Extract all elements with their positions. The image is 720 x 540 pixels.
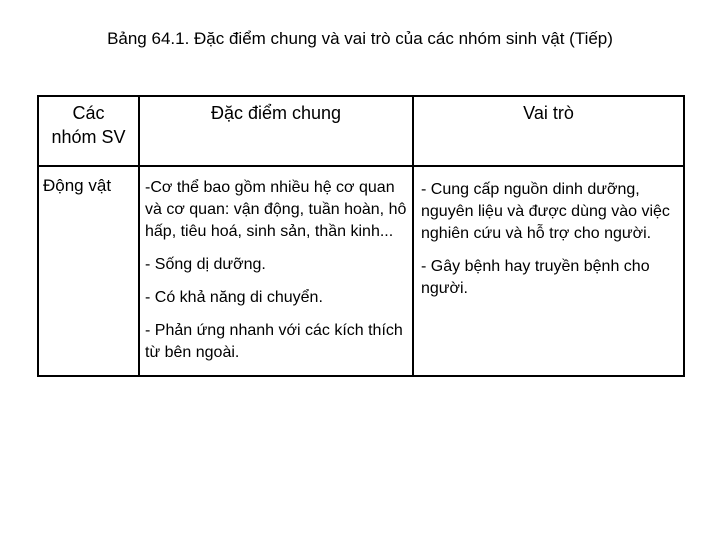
feature-item: - Sống dị dưỡng. bbox=[145, 256, 266, 273]
role-item: - Gây bệnh hay truyền bệnh cho người. bbox=[421, 258, 650, 297]
header-group bbox=[39, 101, 138, 149]
header-divider bbox=[39, 165, 683, 167]
header-group-line2: nhóm SV bbox=[51, 127, 126, 147]
table-title: Bảng 64.1. Đặc điểm chung và vai trò của các nhóm sinh vật (Tiếp) bbox=[107, 29, 613, 48]
header-roles: Vai trò bbox=[523, 103, 574, 123]
organism-groups-table bbox=[37, 95, 685, 377]
roles-cell bbox=[421, 179, 677, 311]
header-features: Đặc điểm chung bbox=[210, 103, 342, 123]
feature-item: - Có khả năng di chuyển. bbox=[145, 289, 323, 306]
header-group-line1: Các bbox=[72, 103, 105, 123]
feature-item: -Cơ thể bao gồm nhiều hệ cơ quan và cơ quan: vận động, tuần hoàn, hô hấp, tiêu hoá, sinh sản, thần kinh... bbox=[145, 179, 407, 240]
feature-item: - Phản ứng nhanh với các kích thích từ bên ngoài. bbox=[145, 322, 403, 361]
group-cell-animals: Động vật bbox=[43, 176, 112, 195]
features-cell bbox=[145, 177, 407, 375]
column-divider-1 bbox=[138, 97, 140, 375]
column-divider-2 bbox=[412, 97, 414, 375]
role-item: - Cung cấp nguồn dinh dưỡng, nguyên liệu và được dùng vào việc nghiên cứu và hỗ trợ cho người. bbox=[421, 181, 670, 242]
